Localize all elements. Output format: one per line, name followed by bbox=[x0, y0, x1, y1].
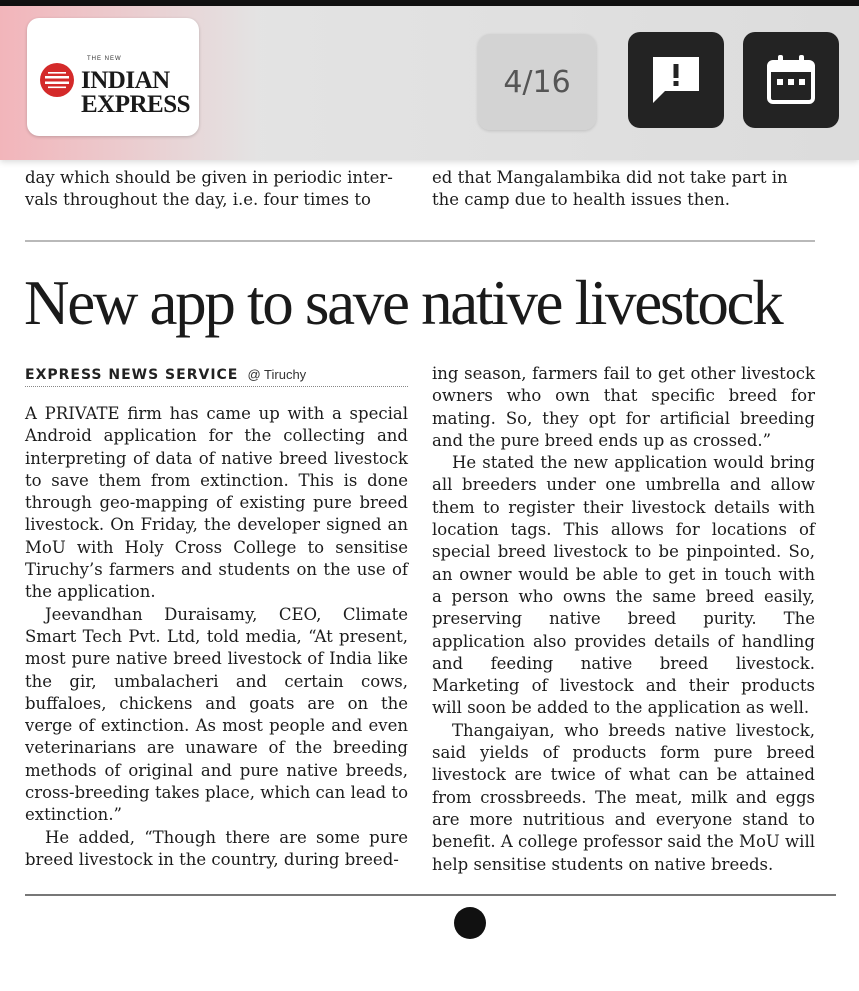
article-right-column bbox=[432, 363, 815, 876]
previous-article-line: the camp due to health issues then. bbox=[432, 190, 731, 210]
article-paragraph: ing season, farmers fail to get other livestock owners who own that specific breed for mating. So, they opt for artificial breeding and the pure breed ends up as crossed.” bbox=[432, 364, 815, 450]
section-divider bbox=[25, 240, 815, 242]
article-paragraph: Thangaiyan, who breeds native livestock, said yields of products form pure breed livestock are twice of what can be attained from crossbreeds. The meat, milk and eggs are more nutritious and everyone stand to benefit. A college professor said the MoU will help sensitise students on native breeds. bbox=[432, 720, 815, 874]
article-paragraph: A PRIVATE firm has came up with a special Android application for the collecting and interpreting of data of native breed livestock to save them from extinction. This is done through geo-mapping of existing pure breed livestock. On Friday, the developer signed an MoU with Holy Cross College to sensitise Tiruchy’s farmers and students on the use of the application. bbox=[25, 404, 408, 602]
calendar-button[interactable] bbox=[743, 32, 839, 128]
previous-article-right-column bbox=[432, 167, 815, 212]
logo-emblem-icon bbox=[39, 62, 75, 98]
reader-toolbar bbox=[0, 6, 859, 160]
article-end-marker bbox=[454, 907, 486, 939]
article-headline: New app to save native livestock bbox=[24, 268, 782, 338]
previous-article-line: day which should be given in periodic inter- bbox=[25, 168, 393, 187]
logo-text-indian: INDIAN bbox=[81, 67, 170, 94]
previous-article-line: ed that Mangalambika did not take part in bbox=[432, 168, 788, 187]
article-paragraph: He stated the new application would bring all breeders under one umbrella and allow them to register their livestock details with location tags. This allows for locations of special breed livestock to be pinpointed. So, an owner would be able to get in touch with a person who owns the same breed easily, preserving native breed purity. The application also provides details of handling and feeding native breed livestock. Marketing of livestock and their products will soon be added to the application as well. bbox=[432, 453, 815, 718]
logo-text-express: EXPRESS bbox=[81, 91, 191, 118]
previous-article-line: vals throughout the day, i.e. four times to bbox=[25, 190, 371, 210]
calendar-icon bbox=[763, 52, 819, 108]
article-left-column bbox=[25, 403, 408, 871]
byline-place: @ Tiruchy bbox=[247, 367, 307, 382]
feedback-icon bbox=[647, 51, 705, 109]
feedback-button[interactable] bbox=[628, 32, 724, 128]
article-paragraph: He added, “Though there are some pure breed livestock in the country, during breed- bbox=[25, 827, 408, 869]
logo-text-the-new: THE NEW bbox=[87, 56, 122, 62]
previous-article-left-column bbox=[25, 167, 408, 212]
article-byline bbox=[25, 364, 408, 387]
article-end-divider bbox=[25, 894, 836, 896]
article-paragraph: Jeevandhan Duraisamy, CEO, Climate Smart Tech Pvt. Ltd, told media, “At present, most pure native breed livestock of India like the gir, umbalacheri and certain cows, buffaloes, chickens and goats are on the verge of extinction. As most people and even veterinarians are unaware of the breeding methods of original and pure native breeds, cross-breeding takes place, which can lead to extinction.” bbox=[25, 604, 408, 825]
page-indicator[interactable]: 4/16 bbox=[478, 34, 596, 130]
publication-logo[interactable] bbox=[27, 18, 199, 136]
byline-service: EXPRESS NEWS SERVICE bbox=[25, 367, 239, 383]
